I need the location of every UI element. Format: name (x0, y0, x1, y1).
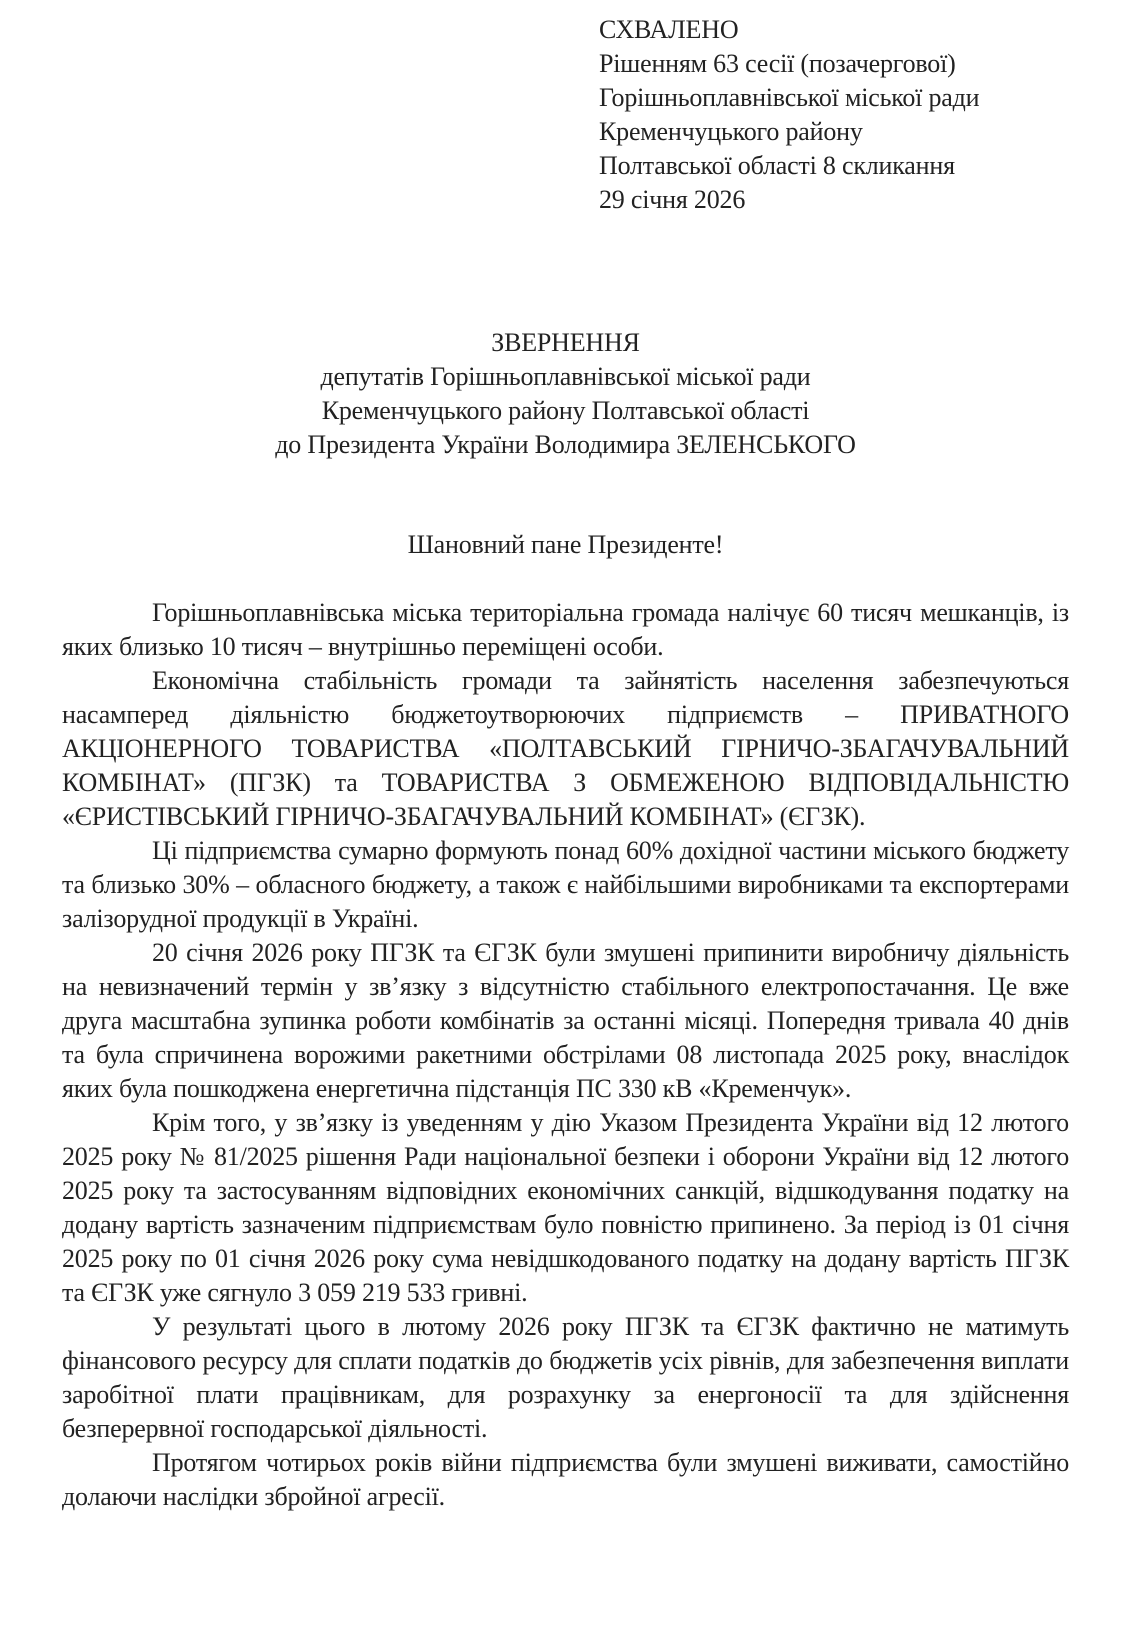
document-title: ЗВЕРНЕННЯ (491, 328, 640, 357)
document-body (62, 596, 1069, 1514)
approval-line: Полтавської області 8 скликання (599, 151, 955, 180)
title-line: до Президента України Володимира ЗЕЛЕНСЬКОГО (275, 430, 856, 459)
approval-line: СХВАЛЕНО (599, 15, 739, 44)
body-paragraph: Протягом чотирьох років війни підприємства були змушені виживати, самостійно долаючи наслідки збройної агресії. (62, 1448, 1069, 1511)
salutation: Шановний пане Президенте! (407, 530, 724, 559)
approval-line: Рішенням 63 сесії (позачергової) (599, 49, 956, 78)
approval-block (599, 13, 1069, 217)
body-paragraph: Крім того, у зв’язку із уведенням у дію Указом Президента України від 12 лютого 2025 року № 81/2025 рішення Ради національної безпеки і оборони України від 12 лютого 2025 року та застосуванням відповідних економічних санкцій, відшкодування податку на додану вартість зазначеним підприємствам було повністю припинено. За період із 01 січня 2025 року по 01 січня 2026 року сума невідшкодованого податку на додану вартість ПГЗК та ЄГЗК уже сягнуло 3 059 219 533 гривні. (62, 1108, 1069, 1307)
approval-line: Горішньоплавнівської міської ради (599, 83, 980, 112)
title-block (62, 326, 1069, 462)
title-line: депутатів Горішньоплавнівської міської ради (320, 362, 811, 391)
approval-line: Кременчуцького району (599, 117, 863, 146)
approval-date: 29 січня 2026 (599, 185, 746, 214)
body-paragraph: 20 січня 2026 року ПГЗК та ЄГЗК були змушені припинити виробничу діяльність на невизначений термін у зв’язку з відсутністю стабільного електропостачання. Це вже друга масштабна зупинка роботи комбінатів за останні місяці. Попередня тривала 40 днів та була спричинена ворожими ракетними обстрілами 08 листопада 2025 року, внаслідок яких була пошкоджена енергетична підстанція ПС 330 кВ «Кременчук». (62, 938, 1069, 1103)
body-paragraph: У результаті цього в лютому 2026 року ПГЗК та ЄГЗК фактично не матимуть фінансового ресурсу для сплати податків до бюджетів усіх рівнів, для забезпечення виплати заробітної плати працівникам, для розрахунку за енергоносії та для здійснення безперервної господарської діяльності. (62, 1312, 1069, 1443)
body-paragraph: Економічна стабільність громади та зайнятість населення забезпечуються насамперед діяльністю бюджетоутворюючих підприємств – ПРИВАТНОГО АКЦІОНЕРНОГО ТОВАРИСТВА «ПОЛТАВСЬКИЙ ГІРНИЧО-ЗБАГАЧУВАЛЬНИЙ КОМБІНАТ» (ПГЗК) та ТОВАРИСТВА З ОБМЕЖЕНОЮ ВІДПОВІДАЛЬНІСТЮ «ЄРИСТІВСЬКИЙ ГІРНИЧО-ЗБАГАЧУВАЛЬНИЙ КОМБІНАТ» (ЄГЗК). (62, 666, 1069, 831)
title-line: Кременчуцького району Полтавської області (321, 396, 810, 425)
body-paragraph: Ці підприємства сумарно формують понад 60% дохідної частини міського бюджету та близько 30% – обласного бюджету, а також є найбільшими виробниками та експортерами залізорудної продукції в Україні. (62, 836, 1069, 933)
body-paragraph: Горішньоплавнівська міська територіальна громада налічує 60 тисяч мешканців, із яких близько 10 тисяч – внутрішньо переміщені особи. (62, 598, 1069, 661)
